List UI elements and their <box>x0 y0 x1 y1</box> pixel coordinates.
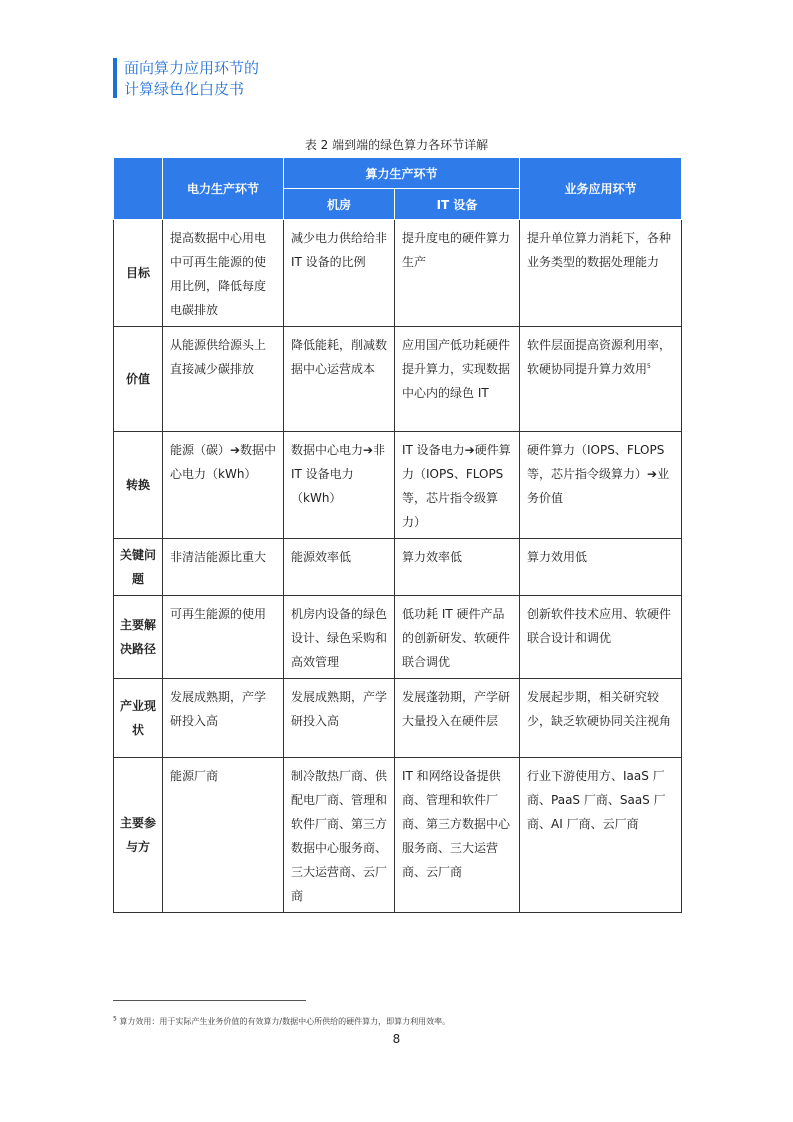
table-row <box>114 679 682 758</box>
row-label-industry-status: 产业现状 <box>114 679 163 758</box>
cell-it-equipment: 算力效率低 <box>395 539 520 596</box>
cell-power: 能源（碳）➔数据中心电力（kWh） <box>163 432 284 539</box>
row-label-conversion: 转换 <box>114 432 163 539</box>
cell-power: 能源厂商 <box>163 758 284 913</box>
cell-business: 提升单位算力消耗下，各种业务类型的数据处理能力 <box>520 220 682 327</box>
row-label-participants: 主要参与方 <box>114 758 163 913</box>
cell-it-equipment: 应用国产低功耗硬件提升算力，实现数据中心内的绿色 IT <box>395 327 520 432</box>
table-row <box>114 432 682 539</box>
cell-it-equipment: IT 和网络设备提供商、管理和软件厂商、第三方数据中心服务商、三大运营商、云厂商 <box>395 758 520 913</box>
cell-machine-room: 降低能耗，削减数据中心运营成本 <box>284 327 395 432</box>
table-row <box>114 327 682 432</box>
table-caption: 表 2 端到端的绿色算力各环节详解 <box>304 138 489 152</box>
cell-machine-room: 制冷散热厂商、供配电厂商、管理和软件厂商、第三方数据中心服务商、三大运营商、云厂商 <box>284 758 395 913</box>
header-power-production: 电力生产环节 <box>163 158 284 220</box>
cell-machine-room: 数据中心电力➔非 IT 设备电力（kWh） <box>284 432 395 539</box>
row-label-key-issue: 关键问题 <box>114 539 163 596</box>
header-it-equipment: IT 设备 <box>395 189 520 220</box>
header-title-line-1: 面向算力应用环节的 <box>124 59 260 77</box>
cell-business: 发展起步期，相关研究较少，缺乏软硬协同关注视角 <box>520 679 682 758</box>
header-title-line-2: 计算绿色化白皮书 <box>124 80 245 98</box>
cell-machine-room: 减少电力供给给非 IT 设备的比例 <box>284 220 395 327</box>
cell-business: 行业下游使用方、IaaS 厂商、PaaS 厂商、SaaS 厂商、AI 厂商、云厂商 <box>520 758 682 913</box>
table-row <box>114 539 682 596</box>
table-row <box>114 758 682 913</box>
table-row <box>114 596 682 679</box>
cell-power: 提高数据中心用电中可再生能源的使用比例，降低每度电碳排放 <box>163 220 284 327</box>
cell-power: 从能源供给源头上直接减少碳排放 <box>163 327 284 432</box>
row-label-value: 价值 <box>114 327 163 432</box>
header-machine-room: 机房 <box>284 189 395 220</box>
cell-power: 发展成熟期，产学研投入高 <box>163 679 284 758</box>
footnote-reference[interactable]: 5 <box>647 363 651 370</box>
document-header-title <box>124 58 259 100</box>
cell-machine-room: 发展成熟期，产学研投入高 <box>284 679 395 758</box>
footnote-text: 算力效用：用于实际产生业务价值的有效算力/数据中心所供给的硬件算力，即算力利用效率。 <box>119 1017 451 1026</box>
cell-it-equipment: IT 设备电力➔硬件算力（IOPS、FLOPS 等，芯片指令级算力） <box>395 432 520 539</box>
footnote <box>113 1016 450 1027</box>
footnote-divider <box>113 1000 306 1001</box>
cell-business: 创新软件技术应用、软硬件联合设计和调优 <box>520 596 682 679</box>
row-label-goal: 目标 <box>114 220 163 327</box>
cell-machine-room: 机房内设备的绿色设计、绿色采购和高效管理 <box>284 596 395 679</box>
green-computing-table <box>113 157 682 913</box>
cell-it-equipment: 低功耗 IT 硬件产品的创新研发、软硬件联合调优 <box>395 596 520 679</box>
header-business-application: 业务应用环节 <box>520 158 682 220</box>
cell-business-text: 软件层面提高资源利用率，软硬协同提升算力效用 <box>527 338 672 376</box>
cell-business: 硬件算力（IOPS、FLOPS 等，芯片指令级算力）➔业务价值 <box>520 432 682 539</box>
header-accent-bar <box>113 58 117 98</box>
row-label-solution-path: 主要解决路径 <box>114 596 163 679</box>
cell-it-equipment: 发展蓬勃期，产学研大量投入在硬件层 <box>395 679 520 758</box>
cell-business <box>520 327 682 432</box>
cell-business: 算力效用低 <box>520 539 682 596</box>
cell-machine-room: 能源效率低 <box>284 539 395 596</box>
cell-it-equipment: 提升度电的硬件算力生产 <box>395 220 520 327</box>
header-corner-cell <box>114 158 163 220</box>
page-number: 8 <box>392 1032 401 1046</box>
header-compute-production: 算力生产环节 <box>284 158 520 189</box>
table-row <box>114 220 682 327</box>
cell-power: 非清洁能源比重大 <box>163 539 284 596</box>
cell-power: 可再生能源的使用 <box>163 596 284 679</box>
footnote-mark: 5 <box>113 1015 117 1023</box>
